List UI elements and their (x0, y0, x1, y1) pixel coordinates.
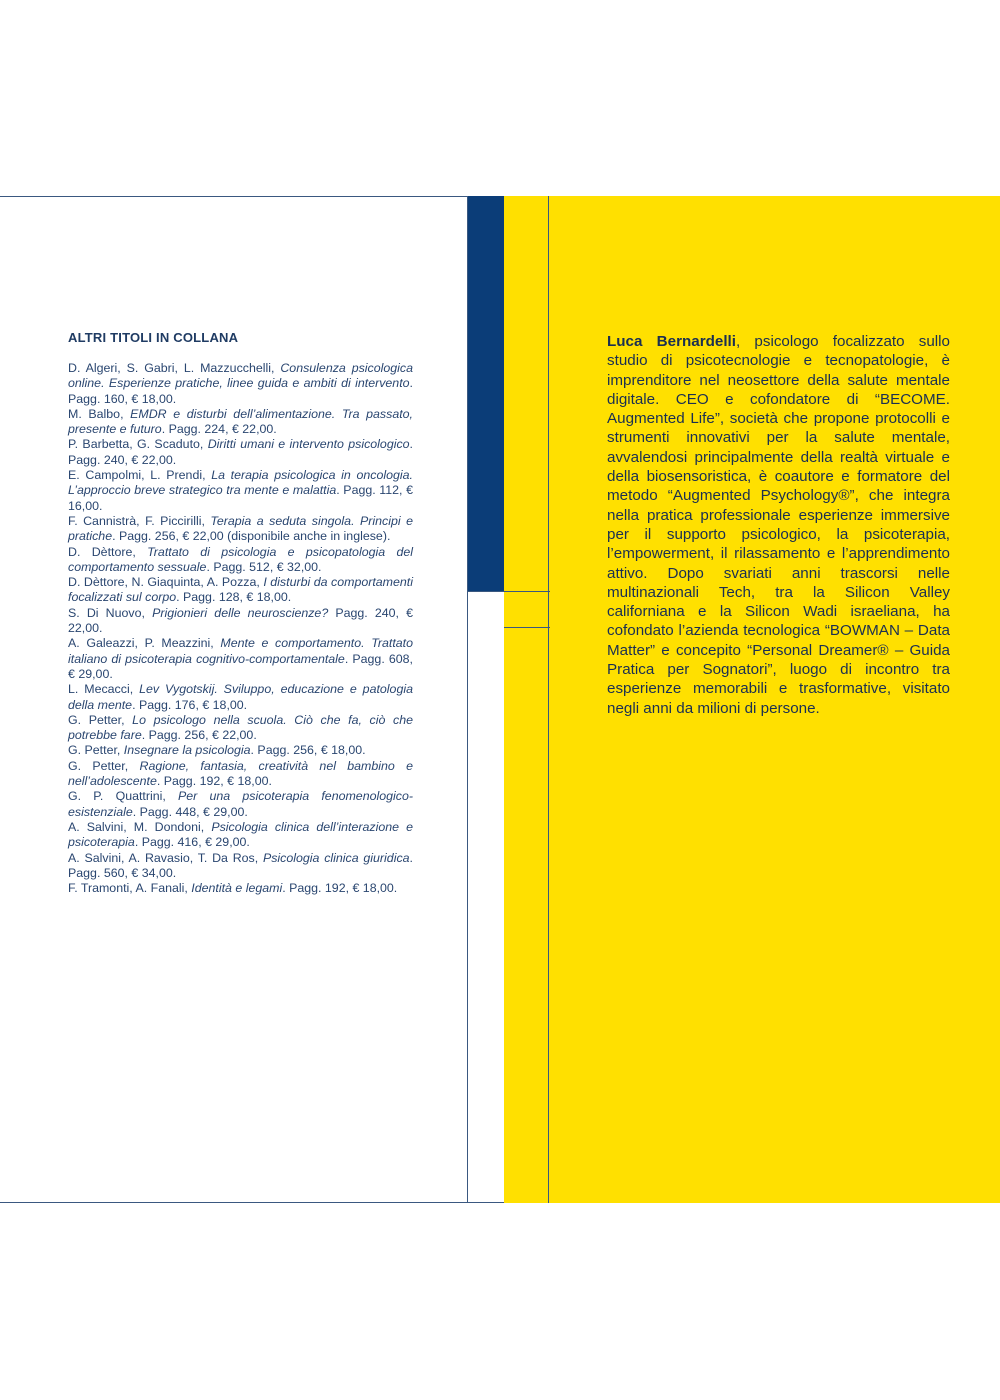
other-titles-section (68, 330, 413, 896)
title-authors: D. Dèttore, (68, 544, 136, 559)
title-name: La terapia psicologica in oncologia. L’approccio breve strategico tra mente e malattia (68, 468, 413, 498)
title-authors: A. Galeazzi, P. Meazzini, (68, 636, 214, 651)
title-name: Psicologia clinica dell’interazione e psicoterapia (68, 819, 413, 850)
left-panel-divider (467, 196, 468, 1203)
title-authors: P. Barbetta, G. Scaduto, (68, 437, 204, 452)
title-entry (68, 606, 413, 637)
title-authors: M. Balbo, (68, 406, 124, 421)
title-name: Prigionieri delle neuroscienze? (152, 605, 329, 620)
title-details: . Pagg. 112, € 16,00. (68, 483, 413, 513)
title-authors: G. Petter, (68, 743, 121, 758)
title-entry (68, 514, 413, 545)
title-name: Psicologia clinica giuridica (262, 850, 410, 865)
title-name: Insegnare la psicologia (123, 743, 251, 758)
title-details: Pagg. 240, € 22,00. (68, 605, 414, 636)
title-name: Lo psicologo nella scuola. Ciò che fa, ciò che potrebbe fare (68, 712, 413, 743)
title-name: EMDR e disturbi dell’alimentazione. Tra passato, presente e futuro (68, 406, 413, 437)
title-entry (68, 789, 413, 820)
title-name: I disturbi da comportamenti focalizzati sul corpo (68, 575, 413, 605)
title-name: Ragione, fantasia, creatività nel bambino e nell’adolescente (68, 758, 413, 789)
title-details: . Pagg. 160, € 18,00. (68, 376, 413, 406)
title-authors: S. Di Nuovo, (68, 605, 145, 620)
title-authors: D. Algeri, S. Gabri, L. Mazzucchelli, (68, 361, 275, 375)
title-entry (68, 545, 413, 576)
title-authors: E. Campolmi, L. Prendi, (68, 468, 206, 483)
title-entry (68, 682, 413, 713)
title-details: . Pagg. 192, € 18,00. (282, 881, 398, 896)
title-authors: F. Cannistrà, F. Piccirilli, (68, 513, 205, 528)
title-name: Per una psicoterapia fenomenologico-esistenziale (68, 789, 413, 819)
title-entry (68, 361, 413, 407)
title-entry (68, 713, 413, 744)
navy-accent-bar (468, 196, 504, 592)
title-entry (68, 820, 413, 851)
title-name: Trattato di psicologia e psicopatologia del comportamento sessuale (68, 544, 413, 574)
title-entry (68, 437, 413, 468)
title-details: . Pagg. 512, € 32,00. (206, 559, 322, 574)
title-name: Terapia a seduta singola. Principi e pratiche (68, 513, 413, 544)
title-entry (68, 759, 413, 790)
title-entry (68, 407, 413, 438)
title-name: Diritti umani e intervento psicologico (207, 437, 410, 452)
title-authors: A. Salvini, A. Ravasio, T. Da Ros, (68, 850, 259, 865)
author-biography (607, 332, 950, 718)
other-titles-heading: ALTRI TITOLI IN COLLANA (68, 330, 239, 345)
author-bio-text: , psicologo focalizzato sullo studio di psicotecnologie e tecnopatologie, è imprenditore nel neosettore della salute mentale digitale. CEO e cofondatore di “BECOME. Augmented Life”, società che propone protocolli e strumenti innovativi per la salute mentale, avvalendosi principalmente della realtà virtuale e della biosensoristica, è coautore e formatore del metodo “Augmented Psychology®”, che integra nella pratica professionale esperienze immersive per il supporto psicologico, la psicoterapia, l’empowerment, il rilassamento e l’apprendimento attivo. Dopo svariati anni trascorsi nelle multinazionali Tech, tra la Silicon Valley californiana e la Silicon Wadi israeliana, ha cofondato l’azienda tecnologica “BOWMAN – Data Matter” e concepito “Personal Dreamer® – Guida Pratica per Sognatori”, luogo di incontro tra esperienze memorabili e trasformative, visitato negli anni da milioni di persone. (607, 333, 950, 717)
title-name: Mente e comportamento. Trattato italiano di psicoterapia cognitivo-comportamentale (68, 636, 413, 666)
title-details: . Pagg. 256, € 22,00 (disponibile anche in inglese). (112, 529, 391, 544)
title-authors: A. Salvini, M. Dondoni, (68, 819, 205, 834)
title-details: . Pagg. 560, € 34,00. (68, 850, 413, 880)
title-name: Lev Vygotskij. Sviluppo, educazione e patologia della mente (68, 682, 413, 712)
title-authors: G. P. Quattrini, (68, 789, 166, 804)
title-details: . Pagg. 448, € 29,00. (132, 804, 248, 819)
title-details: . Pagg. 176, € 18,00. (132, 697, 248, 712)
title-authors: L. Mecacci, (68, 682, 134, 697)
title-details: . Pagg. 128, € 18,00. (176, 590, 292, 605)
title-details: . Pagg. 256, € 22,00. (141, 728, 257, 743)
title-entry (68, 636, 413, 682)
title-details: . Pagg. 240, € 22,00. (68, 437, 413, 467)
title-entry (68, 468, 413, 514)
title-entry (68, 575, 413, 606)
title-authors: D. Dèttore, N. Giaquinta, A. Pozza, (68, 575, 260, 590)
title-entry (68, 743, 413, 758)
title-details: . Pagg. 256, € 18,00. (250, 743, 366, 758)
author-name: Luca Bernardelli (607, 333, 736, 350)
title-authors: G. Petter, (68, 758, 129, 773)
title-entry (68, 881, 413, 896)
title-details: . Pagg. 192, € 18,00. (156, 774, 272, 789)
title-details: . Pagg. 416, € 29,00. (134, 835, 250, 850)
title-authors: G. Petter, (68, 712, 125, 727)
yellow-inner-divider (548, 196, 549, 1203)
title-name: Consulenza psicologica online. Esperienze pratiche, linee guida e ambiti di intervento (68, 361, 413, 391)
title-details: . Pagg. 608, € 29,00. (68, 651, 413, 681)
title-details: . Pagg. 224, € 22,00. (161, 422, 277, 437)
title-entry (68, 851, 413, 882)
navy-bar-rule (468, 591, 550, 592)
title-name: Identità e legami (191, 881, 283, 896)
yellow-inner-rule (504, 627, 550, 628)
other-titles-list (68, 361, 413, 896)
title-authors: F. Tramonti, A. Fanali, (68, 881, 188, 896)
